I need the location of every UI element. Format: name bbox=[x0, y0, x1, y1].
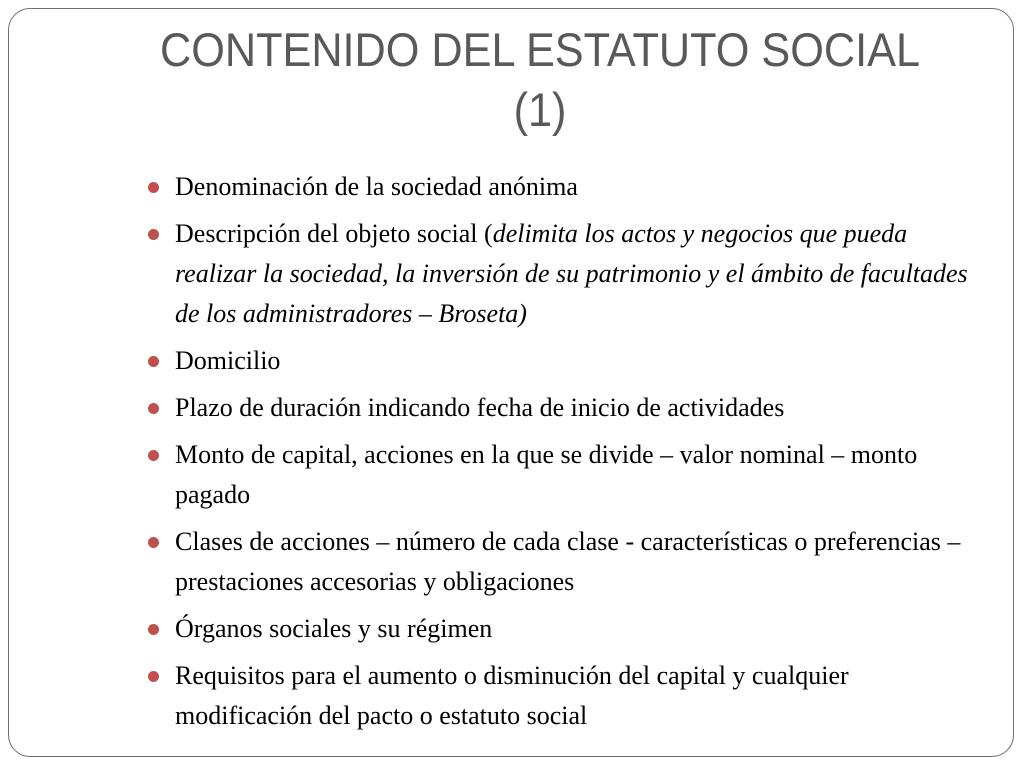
bullet-dot-icon bbox=[148, 229, 159, 240]
bullet-item-organos bbox=[148, 609, 978, 649]
bullet-item-capital bbox=[148, 435, 978, 515]
bullet-text: Clases de acciones – número de cada clase - características o preferencias – prestaciones accesorias y obligaciones bbox=[175, 527, 961, 596]
bullet-item-objeto-social bbox=[148, 214, 978, 334]
slide-title-line2: (1) bbox=[513, 83, 567, 136]
bullet-text: Descripción del objeto social ( bbox=[175, 219, 493, 248]
bullet-item-domicilio bbox=[148, 341, 978, 381]
bullet-list bbox=[148, 167, 978, 743]
bullet-dot-icon bbox=[148, 450, 159, 461]
bullet-item-plazo bbox=[148, 388, 978, 428]
bullet-dot-icon bbox=[148, 356, 159, 367]
bullet-dot-icon bbox=[148, 671, 159, 682]
bullet-item-clases-acciones bbox=[148, 522, 978, 602]
bullet-dot-icon bbox=[148, 624, 159, 635]
bullet-dot-icon bbox=[148, 182, 159, 193]
bullet-text: Monto de capital, acciones en la que se divide – valor nominal – monto pagado bbox=[175, 440, 918, 509]
bullet-dot-icon bbox=[148, 537, 159, 548]
bullet-item-denominacion bbox=[148, 167, 978, 207]
bullet-text: Domicilio bbox=[175, 346, 281, 375]
slide-title-line1: CONTENIDO DEL ESTATUTO SOCIAL bbox=[159, 23, 921, 76]
bullet-text: Órganos sociales y su régimen bbox=[175, 614, 493, 643]
bullet-text: Plazo de duración indicando fecha de inicio de actividades bbox=[175, 393, 785, 422]
slide-title bbox=[135, 20, 945, 140]
bullet-text: Denominación de la sociedad anónima bbox=[175, 172, 578, 201]
bullet-italic-note: delimita los actos y negocios que pueda realizar la sociedad, la inversión de su patrimonio y el ámbito de facultades de los administradores – Broseta) bbox=[175, 219, 968, 328]
bullet-text: Requisitos para el aumento o disminución del capital y cualquier modificación del pacto o estatuto social bbox=[175, 661, 849, 730]
bullet-dot-icon bbox=[148, 403, 159, 414]
bullet-item-requisitos bbox=[148, 656, 978, 736]
